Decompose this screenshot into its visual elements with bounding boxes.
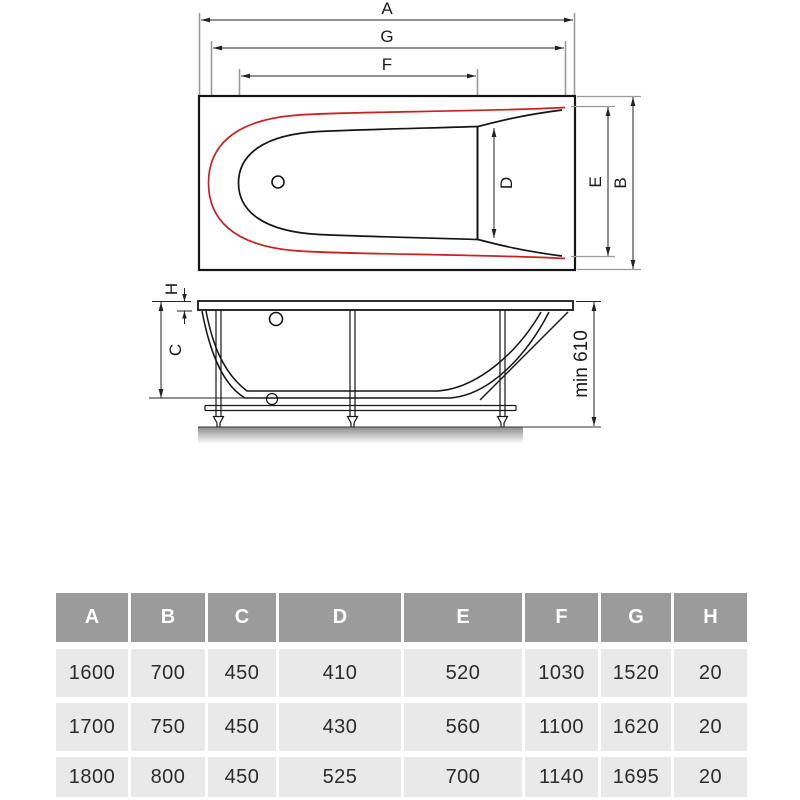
col-header-F: F	[525, 593, 598, 642]
value-D: 410	[279, 649, 401, 697]
col-header-E: E	[404, 593, 522, 642]
adjustable-feet	[214, 417, 508, 428]
value-G: 1520	[601, 649, 671, 697]
table-row	[56, 649, 747, 697]
value-B: 800	[131, 757, 205, 797]
drain-fitting-icon	[267, 394, 278, 405]
col-header-G: G	[601, 593, 671, 642]
col-header-D: D	[279, 593, 401, 642]
ground-hatch	[198, 428, 523, 444]
value-D: 525	[279, 757, 401, 797]
value-H: 20	[674, 703, 747, 751]
value-D: 430	[279, 703, 401, 751]
value-F: 1140	[525, 757, 598, 797]
overflow-hole-icon	[270, 313, 283, 326]
dimension-A	[201, 18, 573, 23]
drain-hole-icon	[272, 176, 284, 188]
label-C: C	[166, 343, 185, 357]
col-header-C: C	[208, 593, 276, 642]
value-E: 520	[404, 649, 522, 697]
tub-shell	[202, 311, 549, 398]
value-A: 1600	[56, 649, 128, 697]
col-header-A: A	[56, 593, 128, 642]
value-C: 450	[208, 703, 276, 751]
table-header-row	[56, 593, 747, 642]
frame-legs	[216, 310, 505, 416]
value-F: 1100	[525, 703, 598, 751]
dimension-table	[56, 593, 747, 797]
col-header-B: B	[131, 593, 205, 642]
frame-rail	[205, 406, 516, 411]
label-F: F	[381, 55, 393, 74]
label-E: E	[586, 176, 605, 188]
dimension-G	[213, 46, 564, 51]
diagonal-brace	[480, 312, 568, 400]
label-D: D	[497, 176, 516, 190]
rim-bar	[198, 301, 573, 310]
label-G: G	[380, 27, 394, 46]
value-G: 1695	[601, 757, 671, 797]
value-F: 1030	[525, 649, 598, 697]
dimension-F	[241, 74, 476, 79]
side-view	[149, 283, 601, 444]
value-H: 20	[674, 649, 747, 697]
value-H: 20	[674, 757, 747, 797]
table-row	[56, 703, 747, 751]
value-B: 700	[131, 649, 205, 697]
value-B: 750	[131, 703, 205, 751]
value-A: 1700	[56, 703, 128, 751]
label-min-610: min 610	[571, 330, 592, 398]
table-row	[56, 757, 747, 797]
top-view	[199, 0, 641, 270]
label-A: A	[381, 0, 393, 18]
col-header-H: H	[674, 593, 747, 642]
value-C: 450	[208, 757, 276, 797]
value-G: 1620	[601, 703, 671, 751]
value-C: 450	[208, 649, 276, 697]
label-H: H	[162, 282, 181, 296]
value-A: 1800	[56, 757, 128, 797]
value-E: 700	[404, 757, 522, 797]
label-B: B	[611, 177, 630, 189]
value-E: 560	[404, 703, 522, 751]
